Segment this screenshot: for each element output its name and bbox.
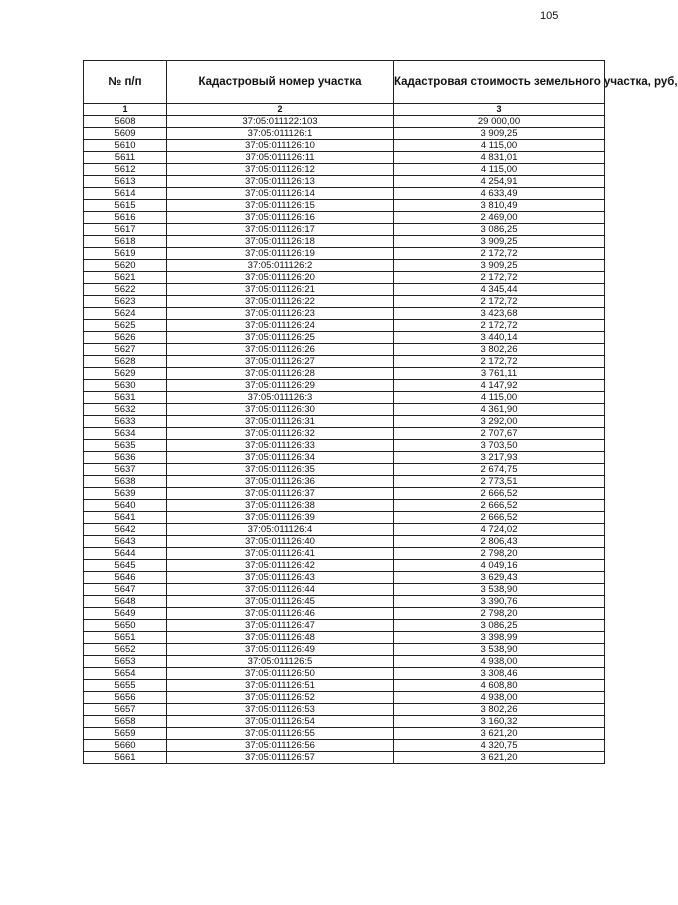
cadastral-value-cell: 3 086,25 (394, 620, 605, 632)
table-row (84, 248, 605, 260)
cadastral-value-cell: 4 049,16 (394, 560, 605, 572)
table-row (84, 584, 605, 596)
cadastral-number-cell: 37:05:011126:46 (167, 608, 394, 620)
cadastral-number-cell: 37:05:011126:1 (167, 128, 394, 140)
table-row (84, 164, 605, 176)
table-row (84, 392, 605, 404)
row-number-cell: 5634 (84, 428, 167, 440)
row-number-cell: 5659 (84, 728, 167, 740)
table-row (84, 512, 605, 524)
row-number-cell: 5650 (84, 620, 167, 632)
row-number-cell: 5620 (84, 260, 167, 272)
cadastral-value-cell: 3 909,25 (394, 236, 605, 248)
cadastral-value-cell: 3 398,99 (394, 632, 605, 644)
row-number-cell: 5618 (84, 236, 167, 248)
table-row (84, 476, 605, 488)
cadastral-number-cell: 37:05:011126:38 (167, 500, 394, 512)
row-number-cell: 5622 (84, 284, 167, 296)
row-number-cell: 5638 (84, 476, 167, 488)
row-number-cell: 5657 (84, 704, 167, 716)
cadastral-value-cell: 3 621,20 (394, 752, 605, 764)
cadastral-value-cell: 4 633,49 (394, 188, 605, 200)
page-number: 105 (540, 10, 559, 22)
cadastral-value-cell: 2 172,72 (394, 296, 605, 308)
cadastral-value-cell: 3 810,49 (394, 200, 605, 212)
table-row (84, 620, 605, 632)
table-row (84, 464, 605, 476)
column-number: 1 (84, 104, 167, 116)
cadastral-number-cell: 37:05:011126:12 (167, 164, 394, 176)
row-number-cell: 5655 (84, 680, 167, 692)
cadastral-number-cell: 37:05:011126:52 (167, 692, 394, 704)
cadastral-value-cell: 4 724,02 (394, 524, 605, 536)
header-cadastral-value: Кадастровая стоимость земельного участка, руб, (394, 61, 605, 104)
row-number-cell: 5627 (84, 344, 167, 356)
cadastral-value-cell: 29 000,00 (394, 116, 605, 128)
row-number-cell: 5637 (84, 464, 167, 476)
row-number-cell: 5632 (84, 404, 167, 416)
cadastral-value-cell: 3 538,90 (394, 644, 605, 656)
row-number-cell: 5608 (84, 116, 167, 128)
cadastral-value-cell: 3 440,14 (394, 332, 605, 344)
cadastral-number-cell: 37:05:011126:27 (167, 356, 394, 368)
row-number-cell: 5630 (84, 380, 167, 392)
row-number-cell: 5623 (84, 296, 167, 308)
row-number-cell: 5614 (84, 188, 167, 200)
row-number-cell: 5640 (84, 500, 167, 512)
cadastral-value-cell: 2 666,52 (394, 500, 605, 512)
cadastral-number-cell: 37:05:011126:15 (167, 200, 394, 212)
cadastral-number-cell: 37:05:011126:36 (167, 476, 394, 488)
table-row (84, 728, 605, 740)
cadastral-value-cell: 4 831,01 (394, 152, 605, 164)
row-number-cell: 5631 (84, 392, 167, 404)
cadastral-number-cell: 37:05:011126:21 (167, 284, 394, 296)
cadastral-value-cell: 3 423,68 (394, 308, 605, 320)
row-number-cell: 5615 (84, 200, 167, 212)
table-row (84, 320, 605, 332)
cadastral-number-cell: 37:05:011126:56 (167, 740, 394, 752)
table-row (84, 188, 605, 200)
cadastral-value-cell: 4 938,00 (394, 656, 605, 668)
row-number-cell: 5651 (84, 632, 167, 644)
row-number-cell: 5643 (84, 536, 167, 548)
table-row (84, 416, 605, 428)
table-row (84, 752, 605, 764)
row-number-cell: 5649 (84, 608, 167, 620)
cadastral-value-cell: 3 621,20 (394, 728, 605, 740)
cadastral-value-cell: 3 308,46 (394, 668, 605, 680)
table-row (84, 404, 605, 416)
cadastral-value-cell: 3 909,25 (394, 260, 605, 272)
cadastral-number-cell: 37:05:011126:43 (167, 572, 394, 584)
row-number-cell: 5616 (84, 212, 167, 224)
cadastral-number-cell: 37:05:011126:53 (167, 704, 394, 716)
row-number-cell: 5660 (84, 740, 167, 752)
cadastral-number-cell: 37:05:011126:18 (167, 236, 394, 248)
cadastral-value-cell: 4 254,91 (394, 176, 605, 188)
table-row (84, 524, 605, 536)
cadastral-value-cell: 2 172,72 (394, 356, 605, 368)
table-row (84, 452, 605, 464)
row-number-cell: 5661 (84, 752, 167, 764)
table-row (84, 116, 605, 128)
table-row (84, 332, 605, 344)
cadastral-table (83, 60, 678, 764)
cadastral-number-cell: 37:05:011126:25 (167, 332, 394, 344)
table-row (84, 152, 605, 164)
cadastral-value-cell: 2 806,43 (394, 536, 605, 548)
table-row (84, 428, 605, 440)
row-number-cell: 5628 (84, 356, 167, 368)
row-number-cell: 5624 (84, 308, 167, 320)
cadastral-number-cell: 37:05:011126:20 (167, 272, 394, 284)
cadastral-value-cell: 3 629,43 (394, 572, 605, 584)
cadastral-value-cell: 4 361,90 (394, 404, 605, 416)
row-number-cell: 5648 (84, 596, 167, 608)
cadastral-number-cell: 37:05:011126:51 (167, 680, 394, 692)
table-body (84, 116, 605, 764)
row-number-cell: 5641 (84, 512, 167, 524)
cadastral-number-cell: 37:05:011126:55 (167, 728, 394, 740)
cadastral-number-cell: 37:05:011126:35 (167, 464, 394, 476)
cadastral-value-cell: 4 938,00 (394, 692, 605, 704)
cadastral-value-cell: 3 292,00 (394, 416, 605, 428)
table-row (84, 656, 605, 668)
table-row (84, 224, 605, 236)
cadastral-number-cell: 37:05:011126:29 (167, 380, 394, 392)
cadastral-value-cell: 2 172,72 (394, 248, 605, 260)
cadastral-number-cell: 37:05:011126:14 (167, 188, 394, 200)
cadastral-number-cell: 37:05:011126:13 (167, 176, 394, 188)
cadastral-value-cell: 2 172,72 (394, 320, 605, 332)
cadastral-number-cell: 37:05:011126:39 (167, 512, 394, 524)
row-number-cell: 5658 (84, 716, 167, 728)
table-row (84, 212, 605, 224)
cadastral-number-cell: 37:05:011126:22 (167, 296, 394, 308)
cadastral-value-cell: 2 707,67 (394, 428, 605, 440)
row-number-cell: 5653 (84, 656, 167, 668)
cadastral-value-cell: 2 666,52 (394, 488, 605, 500)
cadastral-value-cell: 4 608,80 (394, 680, 605, 692)
cadastral-number-cell: 37:05:011126:17 (167, 224, 394, 236)
row-number-cell: 5625 (84, 320, 167, 332)
table-row (84, 176, 605, 188)
table-row (84, 668, 605, 680)
column-number-row (84, 104, 605, 116)
table-row (84, 380, 605, 392)
cadastral-number-cell: 37:05:011126:5 (167, 656, 394, 668)
cadastral-number-cell: 37:05:011126:44 (167, 584, 394, 596)
table-row (84, 644, 605, 656)
cadastral-number-cell: 37:05:011126:50 (167, 668, 394, 680)
cadastral-value-cell: 4 147,92 (394, 380, 605, 392)
cadastral-number-cell: 37:05:011126:34 (167, 452, 394, 464)
cadastral-number-cell: 37:05:011126:37 (167, 488, 394, 500)
table-row (84, 368, 605, 380)
row-number-cell: 5619 (84, 248, 167, 260)
table-row (84, 356, 605, 368)
cadastral-number-cell: 37:05:011126:42 (167, 560, 394, 572)
table-row (84, 608, 605, 620)
cadastral-value-cell: 2 666,52 (394, 512, 605, 524)
table-row (84, 140, 605, 152)
cadastral-number-cell: 37:05:011126:26 (167, 344, 394, 356)
cadastral-number-cell: 37:05:011126:41 (167, 548, 394, 560)
cadastral-value-cell: 3 703,50 (394, 440, 605, 452)
column-number: 3 (394, 104, 605, 116)
table-row (84, 704, 605, 716)
cadastral-value-cell: 3 909,25 (394, 128, 605, 140)
row-number-cell: 5621 (84, 272, 167, 284)
cadastral-value-cell: 3 802,26 (394, 344, 605, 356)
row-number-cell: 5635 (84, 440, 167, 452)
table-row (84, 260, 605, 272)
cadastral-value-cell: 4 115,00 (394, 140, 605, 152)
cadastral-number-cell: 37:05:011126:47 (167, 620, 394, 632)
cadastral-number-cell: 37:05:011126:11 (167, 152, 394, 164)
table-row (84, 200, 605, 212)
row-number-cell: 5654 (84, 668, 167, 680)
cadastral-number-cell: 37:05:011126:48 (167, 632, 394, 644)
row-number-cell: 5612 (84, 164, 167, 176)
row-number-cell: 5656 (84, 692, 167, 704)
table-row (84, 548, 605, 560)
cadastral-value-cell: 4 345,44 (394, 284, 605, 296)
cadastral-number-cell: 37:05:011126:28 (167, 368, 394, 380)
cadastral-value-cell: 3 390,76 (394, 596, 605, 608)
cadastral-value-cell: 2 469,00 (394, 212, 605, 224)
table-header (84, 61, 678, 116)
table-row (84, 716, 605, 728)
cadastral-value-cell: 2 798,20 (394, 608, 605, 620)
cadastral-value-cell: 3 761,11 (394, 368, 605, 380)
row-number-cell: 5626 (84, 332, 167, 344)
cadastral-number-cell: 37:05:011126:4 (167, 524, 394, 536)
row-number-cell: 5633 (84, 416, 167, 428)
cadastral-number-cell: 37:05:011126:31 (167, 416, 394, 428)
cadastral-value-cell: 4 115,00 (394, 392, 605, 404)
cadastral-number-cell: 37:05:011126:32 (167, 428, 394, 440)
row-number-cell: 5636 (84, 452, 167, 464)
table-row (84, 488, 605, 500)
cadastral-number-cell: 37:05:011126:40 (167, 536, 394, 548)
table-row (84, 284, 605, 296)
table-row (84, 440, 605, 452)
cadastral-number-cell: 37:05:011126:30 (167, 404, 394, 416)
table-row (84, 740, 605, 752)
cadastral-value-cell: 2 798,20 (394, 548, 605, 560)
row-number-cell: 5611 (84, 152, 167, 164)
header-cadastral-number: Кадастровый номер участка (167, 61, 394, 104)
cadastral-value-cell: 3 086,25 (394, 224, 605, 236)
table-row (84, 632, 605, 644)
cadastral-number-cell: 37:05:011126:3 (167, 392, 394, 404)
header-row (84, 61, 605, 104)
cadastral-number-cell: 37:05:011126:54 (167, 716, 394, 728)
row-number-cell: 5617 (84, 224, 167, 236)
cadastral-value-cell: 2 674,75 (394, 464, 605, 476)
cadastral-value-cell: 3 217,93 (394, 452, 605, 464)
cadastral-number-cell: 37:05:011126:23 (167, 308, 394, 320)
cadastral-value-cell: 3 160,32 (394, 716, 605, 728)
cadastral-number-cell: 37:05:011126:19 (167, 248, 394, 260)
column-number: 2 (167, 104, 394, 116)
table-row (84, 560, 605, 572)
row-number-cell: 5642 (84, 524, 167, 536)
table-row (84, 500, 605, 512)
row-number-cell: 5652 (84, 644, 167, 656)
cadastral-value-cell: 4 320,75 (394, 740, 605, 752)
table-row (84, 272, 605, 284)
cadastral-number-cell: 37:05:011126:24 (167, 320, 394, 332)
row-number-cell: 5613 (84, 176, 167, 188)
row-number-cell: 5639 (84, 488, 167, 500)
cadastral-number-cell: 37:05:011126:57 (167, 752, 394, 764)
cadastral-value-cell: 3 538,90 (394, 584, 605, 596)
row-number-cell: 5629 (84, 368, 167, 380)
cadastral-value-cell: 2 172,72 (394, 272, 605, 284)
table-row (84, 308, 605, 320)
cadastral-value-cell: 3 802,26 (394, 704, 605, 716)
row-number-cell: 5645 (84, 560, 167, 572)
cadastral-number-cell: 37:05:011126:2 (167, 260, 394, 272)
table-row (84, 536, 605, 548)
cadastral-number-cell: 37:05:011126:45 (167, 596, 394, 608)
cadastral-number-cell: 37:05:011126:10 (167, 140, 394, 152)
table-row (84, 128, 605, 140)
cadastral-number-cell: 37:05:011126:33 (167, 440, 394, 452)
row-number-cell: 5646 (84, 572, 167, 584)
row-number-cell: 5610 (84, 140, 167, 152)
row-number-cell: 5647 (84, 584, 167, 596)
table-row (84, 680, 605, 692)
cadastral-value-cell: 2 773,51 (394, 476, 605, 488)
row-number-cell: 5609 (84, 128, 167, 140)
header-row-number: № п/п (84, 61, 167, 104)
cadastral-number-cell: 37:05:011126:49 (167, 644, 394, 656)
table-row (84, 692, 605, 704)
table-row (84, 596, 605, 608)
table-row (84, 296, 605, 308)
table-row (84, 236, 605, 248)
cadastral-number-cell: 37:05:011126:16 (167, 212, 394, 224)
row-number-cell: 5644 (84, 548, 167, 560)
cadastral-number-cell: 37:05:011122:103 (167, 116, 394, 128)
cadastral-value-cell: 4 115,00 (394, 164, 605, 176)
table-row (84, 344, 605, 356)
table-row (84, 572, 605, 584)
